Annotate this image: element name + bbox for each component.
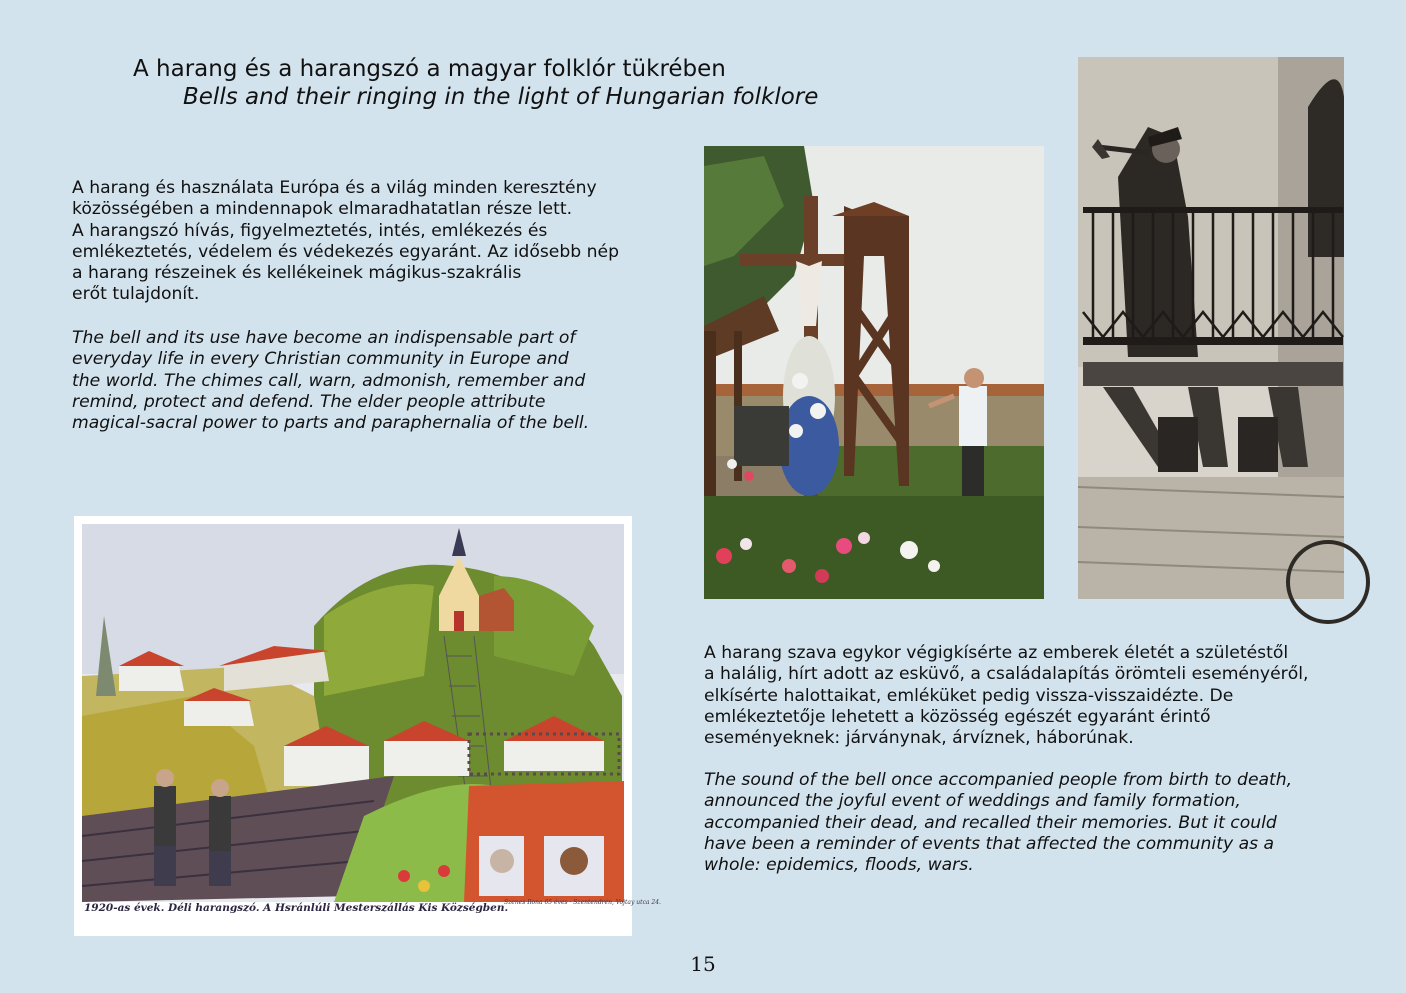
painting-signature: Szenes Ilona 65 éves · Szentendrén, Vojtay utca 24. (504, 899, 661, 906)
page-number: 15 (690, 952, 716, 976)
history-paragraph-english: The sound of the bell once accompanied people from birth to death, announced the joyful event of weddings and family formation, accompanied their dead, and recalled their memories. But it could have been a reminder of events that affected the community as a whole: epidemics, floods, wars. (704, 770, 1293, 876)
intro-paragraph-hungarian: A harang és használata Európa és a világ minden keresztény közösségében a mindennapok elmaradhatatlan része lett. A harangszó hívás, figyelmeztetés, intés, emlékezés és emlékeztetés, védelem és védekezés egyaránt. Az idősebb nép a harang részeinek és kellékeinek mágikus-szakrális erőt tulajdonít. (72, 178, 620, 305)
page-title-english: Bells and their ringing in the light of Hungarian folklore (183, 84, 819, 110)
painting-caption: 1920-as évek. Déli harangszó. A Hsránlúli Mesterszállás Kis Községben. (84, 902, 509, 914)
history-paragraph-hungarian: A harang szava egykor végigkísérte az emberek életét a születéstől a halálig, hírt adott az esküvő, a családalapítás örömteli eseményéről, elkísérte halottaikat, emléküket pedig vissza-visszaidézte. De emlékeztetője lehetett a közösség egészét egyaránt érintő eseményeknek: járványnak, árvíznek, háborúnak. (704, 643, 1309, 749)
bell-tower-crucifix-photo (704, 146, 1044, 599)
village-painting-image (74, 516, 661, 936)
page-title-hungarian: A harang és a harangszó a magyar folklór tükrében (133, 56, 726, 82)
watchman-etching-image (1078, 57, 1344, 599)
intro-paragraph-english: The bell and its use have become an indispensable part of everyday life in every Christian community in Europe and the world. The chimes call, warn, admonish, remember and remind, protect and defend. The elder people attribute magical-sacral power to parts and paraphernalia of the bell. (72, 328, 590, 434)
